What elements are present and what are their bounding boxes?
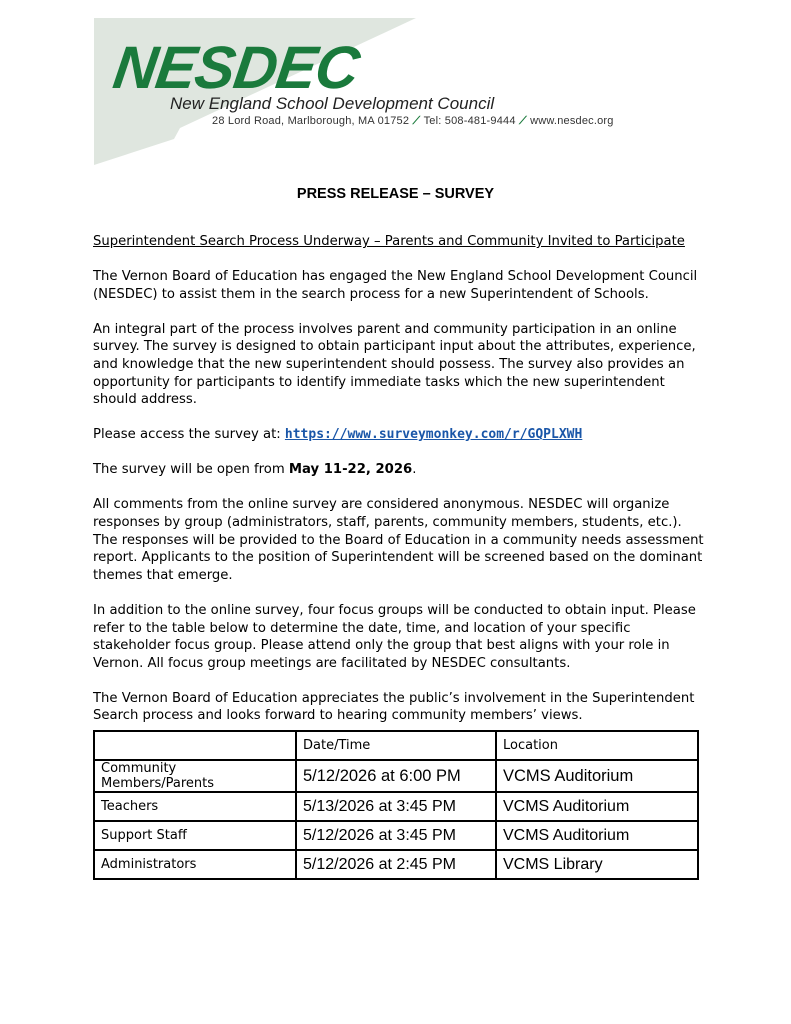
paragraph-focus-groups: In addition to the online survey, four focus groups will be conducted to obtain input. Please refer to the table below to determine the date, time, and location of your specific stakeholder focus group. Please attend only the group that best aligns with your role in Vernon. All focus group meetings are facilitated by NESDEC consultants. xyxy=(93,602,696,671)
survey-link[interactable]: https://www.surveymonkey.com/r/GQPLXWH xyxy=(284,427,583,443)
paragraph-anonymity: All comments from the online survey are considered anonymous. NESDEC will organize responses by group (administrators, staff, parents, community members, students, etc.). The responses will be provided to the Board of Education in a community needs assessment report. Applicants to the position of Superintendent will be screened based on the dominant themes that emerge. xyxy=(93,497,704,583)
separator-icon: ⟋ xyxy=(412,115,424,127)
location-cell: VCMS Library xyxy=(496,850,698,879)
table-header-row xyxy=(94,731,698,760)
group-cell: Administrators xyxy=(94,850,296,879)
datetime-cell: 5/12/2026 at 3:45 PM xyxy=(296,821,496,850)
paragraph-survey-access xyxy=(93,426,708,444)
datetime-cell: 5/12/2026 at 2:45 PM xyxy=(296,850,496,879)
table-header-datetime: Date/Time xyxy=(296,731,496,760)
address: 28 Lord Road, Marlborough, MA 01752 xyxy=(212,115,410,127)
letterhead xyxy=(94,18,694,168)
paragraph-engagement: The Vernon Board of Education has engaged the New England School Development Council (NESDEC) to assist them in the search process for a new Superintendent of Schools. xyxy=(93,269,698,302)
paragraph-survey-dates xyxy=(93,461,708,479)
survey-dates: May 11-22, 2026 xyxy=(288,462,413,478)
page-title: PRESS RELEASE – SURVEY xyxy=(296,186,495,202)
press-release-body xyxy=(93,233,708,742)
location-cell: VCMS Auditorium xyxy=(496,821,698,850)
location-cell: VCMS Auditorium xyxy=(496,792,698,821)
survey-access-label: Please access the survey at: xyxy=(93,427,285,443)
paragraph-appreciation: The Vernon Board of Education appreciates the public’s involvement in the Superintendent Search process and looks forward to hearing community members’ views. xyxy=(93,690,695,724)
focus-group-table xyxy=(93,730,699,880)
survey-dates-label: The survey will be open from xyxy=(93,462,289,478)
group-cell: Teachers xyxy=(94,792,296,821)
website: www.nesdec.org xyxy=(530,115,614,127)
nesdec-logo: NESDEC xyxy=(109,34,363,101)
table-row xyxy=(94,850,698,879)
table-row xyxy=(94,821,698,850)
datetime-cell: 5/12/2026 at 6:00 PM xyxy=(296,760,496,792)
table-header-location: Location xyxy=(496,731,698,760)
group-cell: Community Members/Parents xyxy=(94,760,296,792)
council-name: New England School Development Council xyxy=(170,94,495,113)
table-row xyxy=(94,760,698,792)
survey-dates-suffix: . xyxy=(412,462,417,478)
table-header-blank xyxy=(94,731,296,760)
table-row xyxy=(94,792,698,821)
location-cell: VCMS Auditorium xyxy=(496,760,698,792)
contact-line xyxy=(212,115,614,128)
group-cell: Support Staff xyxy=(94,821,296,850)
paragraph-survey-purpose: An integral part of the process involves parent and community participation in an online survey. The survey is designed to obtain participant input about the attributes, experience, and knowledge that the new superintendent should possess. The survey also provides an opportunity for participants to identify immediate tasks which the new superintendent should address. xyxy=(93,321,696,408)
phone: Tel: 508-481-9444 xyxy=(423,115,516,127)
separator-icon: ⟋ xyxy=(518,115,531,127)
datetime-cell: 5/13/2026 at 3:45 PM xyxy=(296,792,496,821)
headline: Superintendent Search Process Underway – Parents and Community Invited to Participate xyxy=(93,234,685,249)
